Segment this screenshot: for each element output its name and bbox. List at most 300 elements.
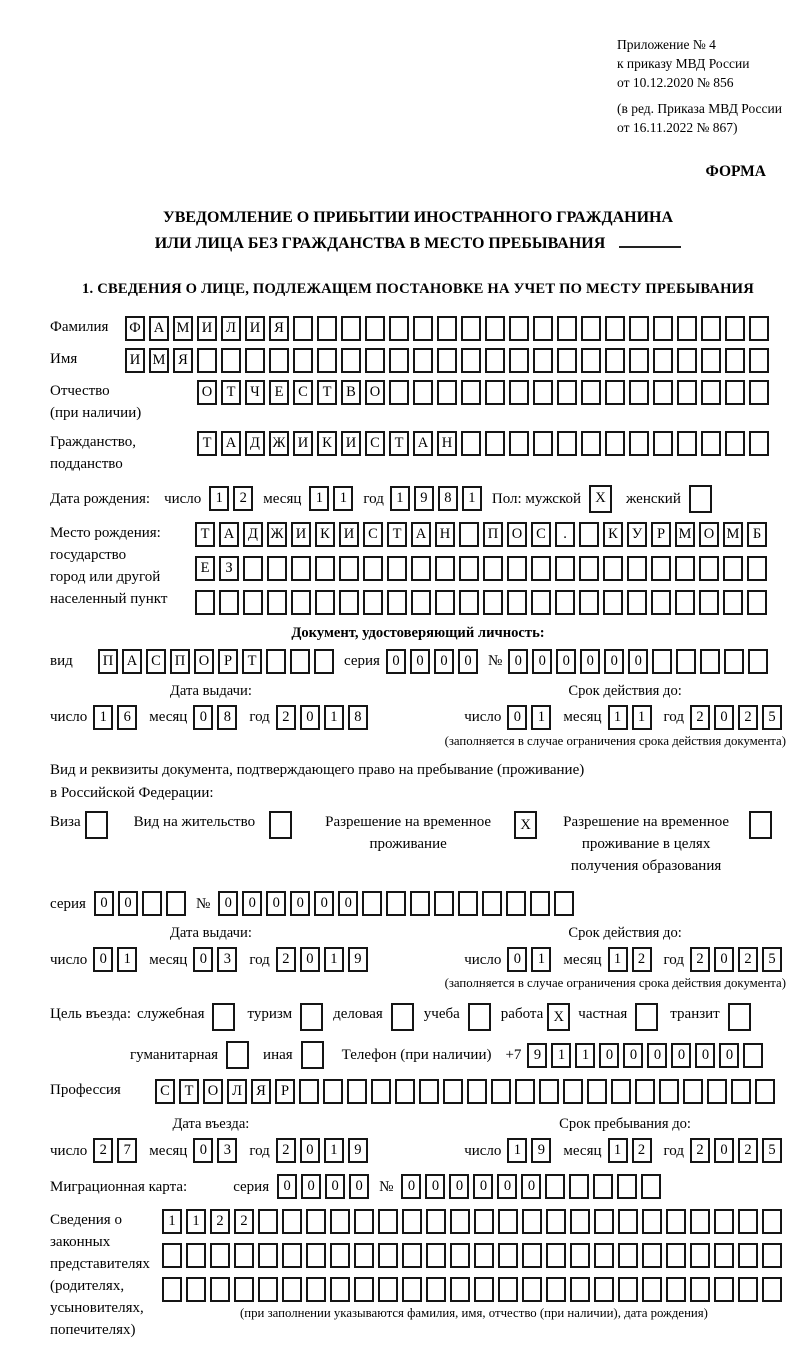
char-cell[interactable] bbox=[186, 1243, 206, 1268]
char-cell[interactable]: 0 bbox=[647, 1043, 667, 1068]
char-cell[interactable] bbox=[533, 316, 553, 341]
char-cell[interactable] bbox=[666, 1209, 686, 1234]
char-cell[interactable] bbox=[474, 1277, 494, 1302]
char-cell[interactable]: Л bbox=[227, 1079, 247, 1104]
char-cell[interactable] bbox=[386, 891, 406, 916]
char-cell[interactable] bbox=[642, 1243, 662, 1268]
char-cell[interactable] bbox=[458, 891, 478, 916]
char-cell[interactable] bbox=[341, 316, 361, 341]
char-cell[interactable]: 1 bbox=[309, 486, 329, 511]
char-cell[interactable] bbox=[378, 1209, 398, 1234]
char-cell[interactable]: Т bbox=[317, 380, 337, 405]
char-cell[interactable] bbox=[315, 556, 335, 581]
char-cell[interactable] bbox=[699, 556, 719, 581]
char-cell[interactable]: X bbox=[547, 1003, 570, 1031]
char-cell[interactable] bbox=[299, 1079, 319, 1104]
char-cell[interactable]: 0 bbox=[449, 1174, 469, 1199]
char-cell[interactable] bbox=[546, 1277, 566, 1302]
char-cell[interactable] bbox=[317, 316, 337, 341]
char-cell[interactable]: 1 bbox=[608, 947, 628, 972]
char-cell[interactable] bbox=[354, 1277, 374, 1302]
char-cell[interactable]: 0 bbox=[628, 649, 648, 674]
char-cell[interactable]: 2 bbox=[234, 1209, 254, 1234]
char-cell[interactable] bbox=[258, 1277, 278, 1302]
char-cell[interactable] bbox=[676, 649, 696, 674]
char-cell[interactable] bbox=[317, 348, 337, 373]
char-cell[interactable] bbox=[605, 316, 625, 341]
char-cell[interactable] bbox=[690, 1209, 710, 1234]
char-cell[interactable]: . bbox=[555, 522, 575, 547]
char-cell[interactable] bbox=[389, 316, 409, 341]
char-cell[interactable] bbox=[570, 1209, 590, 1234]
char-cell[interactable]: 2 bbox=[233, 486, 253, 511]
char-cell[interactable] bbox=[690, 1277, 710, 1302]
char-cell[interactable] bbox=[267, 590, 287, 615]
char-cell[interactable]: С bbox=[365, 431, 385, 456]
char-cell[interactable] bbox=[282, 1243, 302, 1268]
char-cell[interactable] bbox=[738, 1277, 758, 1302]
char-cell[interactable]: С bbox=[146, 649, 166, 674]
char-cell[interactable]: Т bbox=[197, 431, 217, 456]
char-cell[interactable] bbox=[723, 556, 743, 581]
char-cell[interactable] bbox=[579, 522, 599, 547]
char-cell[interactable]: 3 bbox=[217, 947, 237, 972]
char-cell[interactable]: 0 bbox=[301, 1174, 321, 1199]
char-cell[interactable] bbox=[485, 431, 505, 456]
char-cell[interactable] bbox=[339, 556, 359, 581]
char-cell[interactable]: 8 bbox=[438, 486, 458, 511]
char-cell[interactable]: 0 bbox=[599, 1043, 619, 1068]
char-cell[interactable] bbox=[749, 380, 769, 405]
char-cell[interactable] bbox=[605, 380, 625, 405]
char-cell[interactable]: 2 bbox=[690, 1138, 710, 1163]
char-cell[interactable] bbox=[747, 556, 767, 581]
char-cell[interactable] bbox=[509, 348, 529, 373]
char-cell[interactable] bbox=[467, 1079, 487, 1104]
char-cell[interactable] bbox=[618, 1277, 638, 1302]
char-cell[interactable] bbox=[426, 1277, 446, 1302]
char-cell[interactable] bbox=[627, 556, 647, 581]
char-cell[interactable] bbox=[413, 380, 433, 405]
char-cell[interactable] bbox=[395, 1079, 415, 1104]
char-cell[interactable] bbox=[554, 891, 574, 916]
char-cell[interactable]: С bbox=[531, 522, 551, 547]
char-cell[interactable]: Ж bbox=[269, 431, 289, 456]
char-cell[interactable]: 2 bbox=[276, 1138, 296, 1163]
char-cell[interactable] bbox=[618, 1243, 638, 1268]
char-cell[interactable]: О bbox=[194, 649, 214, 674]
char-cell[interactable]: 0 bbox=[532, 649, 552, 674]
char-cell[interactable] bbox=[330, 1277, 350, 1302]
char-cell[interactable]: Е bbox=[269, 380, 289, 405]
char-cell[interactable] bbox=[531, 590, 551, 615]
char-cell[interactable] bbox=[603, 556, 623, 581]
char-cell[interactable] bbox=[593, 1174, 613, 1199]
char-cell[interactable]: 0 bbox=[242, 891, 262, 916]
char-cell[interactable] bbox=[749, 811, 772, 839]
char-cell[interactable]: А bbox=[413, 431, 433, 456]
char-cell[interactable] bbox=[605, 348, 625, 373]
char-cell[interactable] bbox=[579, 590, 599, 615]
char-cell[interactable] bbox=[603, 590, 623, 615]
char-cell[interactable] bbox=[450, 1243, 470, 1268]
char-cell[interactable] bbox=[635, 1003, 658, 1031]
char-cell[interactable] bbox=[605, 431, 625, 456]
title-blank-line[interactable] bbox=[619, 233, 681, 248]
char-cell[interactable] bbox=[413, 348, 433, 373]
char-cell[interactable] bbox=[461, 431, 481, 456]
char-cell[interactable] bbox=[653, 431, 673, 456]
char-cell[interactable] bbox=[642, 1277, 662, 1302]
char-cell[interactable] bbox=[450, 1209, 470, 1234]
char-cell[interactable] bbox=[700, 649, 720, 674]
char-cell[interactable] bbox=[498, 1277, 518, 1302]
char-cell[interactable]: А bbox=[149, 316, 169, 341]
char-cell[interactable] bbox=[142, 891, 162, 916]
char-cell[interactable] bbox=[291, 556, 311, 581]
char-cell[interactable]: 9 bbox=[414, 486, 434, 511]
char-cell[interactable] bbox=[714, 1209, 734, 1234]
char-cell[interactable]: 0 bbox=[118, 891, 138, 916]
char-cell[interactable] bbox=[701, 348, 721, 373]
char-cell[interactable] bbox=[347, 1079, 367, 1104]
char-cell[interactable] bbox=[546, 1209, 566, 1234]
char-cell[interactable] bbox=[666, 1277, 686, 1302]
char-cell[interactable] bbox=[459, 590, 479, 615]
char-cell[interactable]: И bbox=[293, 431, 313, 456]
char-cell[interactable] bbox=[362, 891, 382, 916]
char-cell[interactable]: Ф bbox=[125, 316, 145, 341]
char-cell[interactable]: П bbox=[170, 649, 190, 674]
char-cell[interactable] bbox=[339, 590, 359, 615]
char-cell[interactable]: М bbox=[675, 522, 695, 547]
char-cell[interactable] bbox=[306, 1243, 326, 1268]
char-cell[interactable] bbox=[266, 649, 286, 674]
char-cell[interactable] bbox=[762, 1277, 782, 1302]
char-cell[interactable]: Б bbox=[747, 522, 767, 547]
char-cell[interactable] bbox=[748, 649, 768, 674]
char-cell[interactable]: И bbox=[341, 431, 361, 456]
char-cell[interactable] bbox=[411, 556, 431, 581]
char-cell[interactable]: 0 bbox=[714, 705, 734, 730]
char-cell[interactable] bbox=[195, 590, 215, 615]
char-cell[interactable] bbox=[755, 1079, 775, 1104]
char-cell[interactable] bbox=[557, 316, 577, 341]
char-cell[interactable]: 0 bbox=[497, 1174, 517, 1199]
char-cell[interactable] bbox=[210, 1243, 230, 1268]
char-cell[interactable] bbox=[387, 590, 407, 615]
char-cell[interactable] bbox=[569, 1174, 589, 1199]
char-cell[interactable] bbox=[738, 1209, 758, 1234]
char-cell[interactable]: 1 bbox=[186, 1209, 206, 1234]
char-cell[interactable]: Р bbox=[218, 649, 238, 674]
char-cell[interactable] bbox=[482, 891, 502, 916]
char-cell[interactable] bbox=[371, 1079, 391, 1104]
char-cell[interactable]: И bbox=[197, 316, 217, 341]
char-cell[interactable]: 0 bbox=[507, 947, 527, 972]
char-cell[interactable] bbox=[363, 590, 383, 615]
char-cell[interactable] bbox=[509, 380, 529, 405]
char-cell[interactable] bbox=[629, 348, 649, 373]
char-cell[interactable]: 1 bbox=[117, 947, 137, 972]
char-cell[interactable]: О bbox=[699, 522, 719, 547]
char-cell[interactable]: Т bbox=[221, 380, 241, 405]
char-cell[interactable] bbox=[738, 1243, 758, 1268]
char-cell[interactable] bbox=[570, 1243, 590, 1268]
char-cell[interactable] bbox=[594, 1277, 614, 1302]
char-cell[interactable] bbox=[293, 348, 313, 373]
char-cell[interactable] bbox=[677, 380, 697, 405]
char-cell[interactable]: Д bbox=[243, 522, 263, 547]
char-cell[interactable] bbox=[243, 590, 263, 615]
char-cell[interactable] bbox=[587, 1079, 607, 1104]
char-cell[interactable] bbox=[443, 1079, 463, 1104]
char-cell[interactable]: З bbox=[219, 556, 239, 581]
char-cell[interactable] bbox=[210, 1277, 230, 1302]
char-cell[interactable] bbox=[509, 316, 529, 341]
char-cell[interactable]: 1 bbox=[531, 947, 551, 972]
char-cell[interactable] bbox=[226, 1041, 249, 1069]
char-cell[interactable]: 2 bbox=[690, 947, 710, 972]
char-cell[interactable] bbox=[426, 1209, 446, 1234]
char-cell[interactable]: 5 bbox=[762, 1138, 782, 1163]
char-cell[interactable]: Р bbox=[275, 1079, 295, 1104]
char-cell[interactable] bbox=[701, 316, 721, 341]
char-cell[interactable]: 0 bbox=[604, 649, 624, 674]
char-cell[interactable] bbox=[378, 1243, 398, 1268]
char-cell[interactable]: 0 bbox=[338, 891, 358, 916]
char-cell[interactable] bbox=[581, 348, 601, 373]
char-cell[interactable] bbox=[461, 348, 481, 373]
char-cell[interactable]: 1 bbox=[632, 705, 652, 730]
char-cell[interactable] bbox=[437, 316, 457, 341]
char-cell[interactable] bbox=[162, 1243, 182, 1268]
char-cell[interactable] bbox=[243, 556, 263, 581]
char-cell[interactable] bbox=[557, 348, 577, 373]
char-cell[interactable] bbox=[306, 1277, 326, 1302]
char-cell[interactable] bbox=[522, 1243, 542, 1268]
char-cell[interactable] bbox=[269, 811, 292, 839]
char-cell[interactable]: 1 bbox=[324, 705, 344, 730]
char-cell[interactable] bbox=[411, 590, 431, 615]
char-cell[interactable] bbox=[714, 1277, 734, 1302]
char-cell[interactable] bbox=[434, 891, 454, 916]
char-cell[interactable] bbox=[728, 1003, 751, 1031]
char-cell[interactable] bbox=[245, 348, 265, 373]
char-cell[interactable] bbox=[485, 316, 505, 341]
char-cell[interactable]: 0 bbox=[695, 1043, 715, 1068]
char-cell[interactable] bbox=[450, 1277, 470, 1302]
char-cell[interactable]: 0 bbox=[218, 891, 238, 916]
char-cell[interactable] bbox=[282, 1277, 302, 1302]
char-cell[interactable] bbox=[531, 556, 551, 581]
char-cell[interactable] bbox=[402, 1243, 422, 1268]
char-cell[interactable]: 1 bbox=[390, 486, 410, 511]
char-cell[interactable]: 0 bbox=[300, 1138, 320, 1163]
char-cell[interactable] bbox=[683, 1079, 703, 1104]
char-cell[interactable] bbox=[402, 1209, 422, 1234]
char-cell[interactable]: М bbox=[149, 348, 169, 373]
char-cell[interactable]: 5 bbox=[762, 705, 782, 730]
char-cell[interactable] bbox=[539, 1079, 559, 1104]
char-cell[interactable]: Т bbox=[389, 431, 409, 456]
char-cell[interactable] bbox=[197, 348, 217, 373]
char-cell[interactable] bbox=[594, 1243, 614, 1268]
char-cell[interactable]: 0 bbox=[719, 1043, 739, 1068]
char-cell[interactable]: И bbox=[291, 522, 311, 547]
char-cell[interactable] bbox=[627, 590, 647, 615]
char-cell[interactable]: 1 bbox=[462, 486, 482, 511]
char-cell[interactable]: 0 bbox=[458, 649, 478, 674]
char-cell[interactable] bbox=[402, 1277, 422, 1302]
char-cell[interactable] bbox=[724, 649, 744, 674]
char-cell[interactable] bbox=[515, 1079, 535, 1104]
char-cell[interactable] bbox=[267, 556, 287, 581]
char-cell[interactable] bbox=[498, 1209, 518, 1234]
char-cell[interactable]: 9 bbox=[348, 947, 368, 972]
char-cell[interactable]: А bbox=[411, 522, 431, 547]
char-cell[interactable] bbox=[212, 1003, 235, 1031]
char-cell[interactable] bbox=[522, 1209, 542, 1234]
char-cell[interactable] bbox=[701, 380, 721, 405]
char-cell[interactable]: 2 bbox=[632, 947, 652, 972]
char-cell[interactable]: А bbox=[219, 522, 239, 547]
char-cell[interactable]: К bbox=[315, 522, 335, 547]
char-cell[interactable]: 0 bbox=[94, 891, 114, 916]
char-cell[interactable]: 0 bbox=[386, 649, 406, 674]
char-cell[interactable] bbox=[474, 1243, 494, 1268]
char-cell[interactable]: К bbox=[603, 522, 623, 547]
char-cell[interactable]: 0 bbox=[473, 1174, 493, 1199]
char-cell[interactable] bbox=[221, 348, 241, 373]
char-cell[interactable]: 7 bbox=[117, 1138, 137, 1163]
char-cell[interactable] bbox=[725, 380, 745, 405]
char-cell[interactable]: 0 bbox=[410, 649, 430, 674]
char-cell[interactable] bbox=[498, 1243, 518, 1268]
char-cell[interactable] bbox=[459, 522, 479, 547]
char-cell[interactable] bbox=[611, 1079, 631, 1104]
char-cell[interactable] bbox=[581, 316, 601, 341]
char-cell[interactable] bbox=[186, 1277, 206, 1302]
char-cell[interactable] bbox=[749, 431, 769, 456]
char-cell[interactable] bbox=[545, 1174, 565, 1199]
char-cell[interactable]: 1 bbox=[575, 1043, 595, 1068]
char-cell[interactable] bbox=[459, 556, 479, 581]
char-cell[interactable] bbox=[507, 590, 527, 615]
char-cell[interactable] bbox=[306, 1209, 326, 1234]
char-cell[interactable] bbox=[506, 891, 526, 916]
char-cell[interactable] bbox=[468, 1003, 491, 1031]
char-cell[interactable] bbox=[690, 1243, 710, 1268]
char-cell[interactable]: 2 bbox=[93, 1138, 113, 1163]
char-cell[interactable] bbox=[426, 1243, 446, 1268]
char-cell[interactable] bbox=[677, 316, 697, 341]
char-cell[interactable] bbox=[85, 811, 108, 839]
char-cell[interactable] bbox=[557, 431, 577, 456]
char-cell[interactable] bbox=[675, 590, 695, 615]
char-cell[interactable] bbox=[749, 348, 769, 373]
char-cell[interactable] bbox=[315, 590, 335, 615]
char-cell[interactable] bbox=[675, 556, 695, 581]
char-cell[interactable] bbox=[725, 316, 745, 341]
char-cell[interactable]: 1 bbox=[608, 1138, 628, 1163]
char-cell[interactable]: 0 bbox=[508, 649, 528, 674]
char-cell[interactable] bbox=[314, 649, 334, 674]
char-cell[interactable] bbox=[461, 380, 481, 405]
char-cell[interactable] bbox=[677, 431, 697, 456]
char-cell[interactable]: Я bbox=[173, 348, 193, 373]
char-cell[interactable] bbox=[410, 891, 430, 916]
char-cell[interactable] bbox=[725, 348, 745, 373]
char-cell[interactable]: X bbox=[514, 811, 537, 839]
char-cell[interactable] bbox=[747, 590, 767, 615]
char-cell[interactable] bbox=[491, 1079, 511, 1104]
char-cell[interactable]: А bbox=[221, 431, 241, 456]
char-cell[interactable]: 0 bbox=[290, 891, 310, 916]
char-cell[interactable]: 0 bbox=[349, 1174, 369, 1199]
char-cell[interactable]: 0 bbox=[556, 649, 576, 674]
char-cell[interactable]: 0 bbox=[193, 1138, 213, 1163]
char-cell[interactable]: 1 bbox=[531, 705, 551, 730]
char-cell[interactable]: 0 bbox=[325, 1174, 345, 1199]
char-cell[interactable]: П bbox=[98, 649, 118, 674]
char-cell[interactable] bbox=[269, 348, 289, 373]
char-cell[interactable] bbox=[642, 1209, 662, 1234]
char-cell[interactable] bbox=[533, 348, 553, 373]
char-cell[interactable]: 1 bbox=[333, 486, 353, 511]
char-cell[interactable]: 0 bbox=[623, 1043, 643, 1068]
char-cell[interactable]: 1 bbox=[324, 1138, 344, 1163]
char-cell[interactable] bbox=[629, 380, 649, 405]
char-cell[interactable]: 1 bbox=[507, 1138, 527, 1163]
char-cell[interactable]: Ч bbox=[245, 380, 265, 405]
char-cell[interactable] bbox=[509, 431, 529, 456]
char-cell[interactable]: Н bbox=[435, 522, 455, 547]
char-cell[interactable] bbox=[507, 556, 527, 581]
char-cell[interactable] bbox=[555, 556, 575, 581]
char-cell[interactable] bbox=[557, 380, 577, 405]
char-cell[interactable]: Т bbox=[179, 1079, 199, 1104]
char-cell[interactable] bbox=[533, 380, 553, 405]
char-cell[interactable] bbox=[437, 380, 457, 405]
char-cell[interactable]: П bbox=[483, 522, 503, 547]
char-cell[interactable] bbox=[581, 431, 601, 456]
char-cell[interactable]: Н bbox=[437, 431, 457, 456]
char-cell[interactable] bbox=[293, 316, 313, 341]
char-cell[interactable]: Я bbox=[251, 1079, 271, 1104]
char-cell[interactable] bbox=[707, 1079, 727, 1104]
char-cell[interactable]: 0 bbox=[671, 1043, 691, 1068]
char-cell[interactable]: 2 bbox=[738, 947, 758, 972]
char-cell[interactable]: 0 bbox=[714, 947, 734, 972]
char-cell[interactable]: 2 bbox=[276, 947, 296, 972]
char-cell[interactable] bbox=[290, 649, 310, 674]
char-cell[interactable] bbox=[641, 1174, 661, 1199]
char-cell[interactable]: А bbox=[122, 649, 142, 674]
char-cell[interactable] bbox=[618, 1209, 638, 1234]
char-cell[interactable]: 0 bbox=[300, 947, 320, 972]
char-cell[interactable]: 0 bbox=[314, 891, 334, 916]
char-cell[interactable] bbox=[653, 348, 673, 373]
char-cell[interactable] bbox=[483, 590, 503, 615]
char-cell[interactable] bbox=[437, 348, 457, 373]
char-cell[interactable] bbox=[689, 485, 712, 513]
char-cell[interactable] bbox=[743, 1043, 763, 1068]
char-cell[interactable] bbox=[166, 891, 186, 916]
char-cell[interactable]: Я bbox=[269, 316, 289, 341]
char-cell[interactable]: С bbox=[293, 380, 313, 405]
char-cell[interactable]: 2 bbox=[632, 1138, 652, 1163]
